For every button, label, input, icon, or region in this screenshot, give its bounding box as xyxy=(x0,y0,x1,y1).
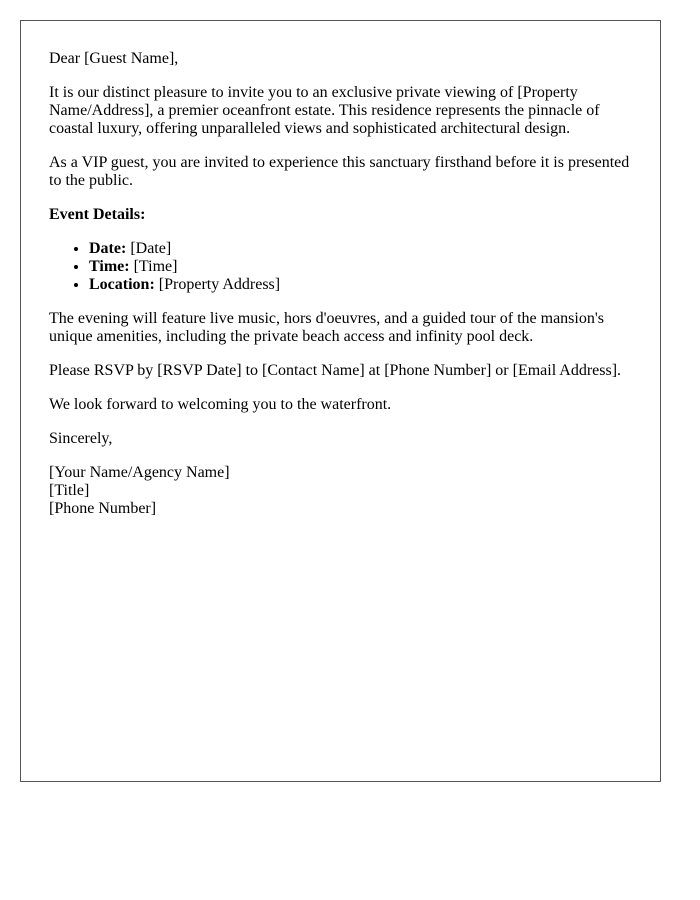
detail-value: [Property Address] xyxy=(154,276,281,293)
vip-paragraph: As a VIP guest, you are invited to experience this sanctuary firsthand before it is presented to the public. xyxy=(49,154,630,189)
detail-value: [Date] xyxy=(126,240,172,257)
detail-label: Date: xyxy=(89,240,127,257)
letter xyxy=(20,20,661,782)
signature-name: [Your Name/Agency Name] xyxy=(49,464,230,481)
greeting: Dear [Guest Name], xyxy=(49,50,179,67)
event-details-list xyxy=(49,240,632,294)
signature-block xyxy=(49,464,632,518)
closing-line: We look forward to welcoming you to the waterfront. xyxy=(49,396,392,413)
rsvp-paragraph: Please RSVP by [RSVP Date] to [Contact Name] at [Phone Number] or [Email Address]. xyxy=(49,362,622,379)
signoff: Sincerely, xyxy=(49,430,113,447)
signature-phone: [Phone Number] xyxy=(49,500,157,517)
event-details-heading: Event Details: xyxy=(49,206,146,223)
intro-paragraph: It is our distinct pleasure to invite you to an exclusive private viewing of [Property Name/Address], a premier oceanfront estate. This residence represents the pinnacle of coastal luxury, offering unparalleled views and sophisticated architectural design. xyxy=(49,84,600,137)
features-paragraph: The evening will feature live music, hors d'oeuvres, and a guided tour of the mansion's unique amenities, including the private beach access and infinity pool deck. xyxy=(49,310,604,345)
event-detail-time xyxy=(89,258,632,276)
detail-label: Location: xyxy=(89,276,155,293)
event-detail-date xyxy=(89,240,632,258)
detail-label: Time: xyxy=(89,258,130,275)
signature-title: [Title] xyxy=(49,482,90,499)
detail-value: [Time] xyxy=(129,258,178,275)
event-detail-location xyxy=(89,276,632,294)
